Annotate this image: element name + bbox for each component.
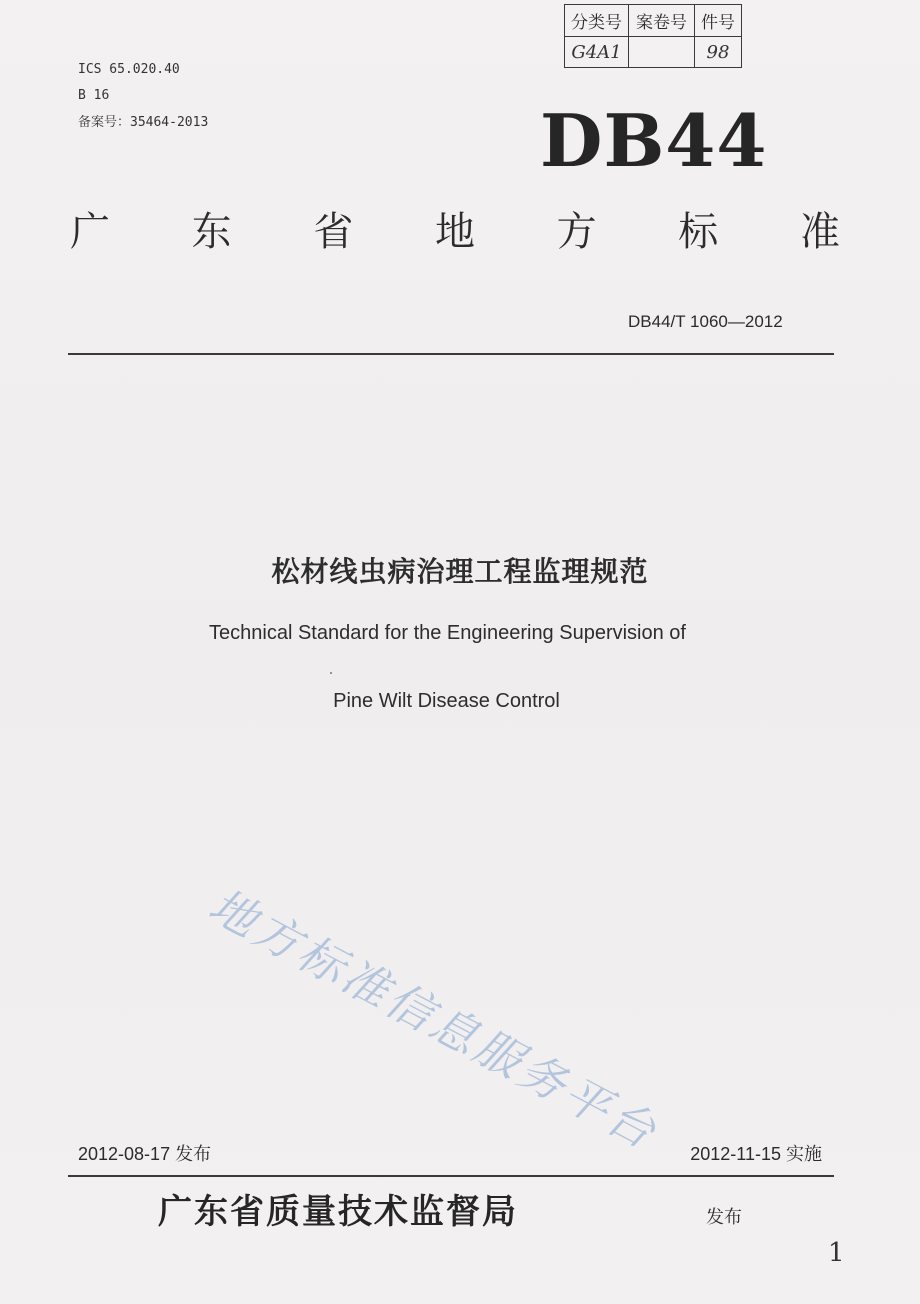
stamp-value-file-number xyxy=(629,37,695,68)
document-title-english-line1: Technical Standard for the Engineering Supervision of xyxy=(209,622,686,644)
header-divider xyxy=(68,353,834,355)
publish-label: 发布 xyxy=(706,1207,742,1228)
title-char: 标 xyxy=(678,209,719,255)
document-title-english-line2: Pine Wilt Disease Control xyxy=(333,690,560,712)
standard-type-title xyxy=(70,208,840,256)
category-code: B 16 xyxy=(78,88,110,103)
title-char: 准 xyxy=(799,209,840,255)
archive-stamp-table xyxy=(564,4,742,68)
document-title-chinese: 松材线虫病治理工程监理规范 xyxy=(271,555,649,588)
stamp-value-classification: G4A1 xyxy=(565,37,629,68)
record-number: 备案号：35464-2013 xyxy=(78,115,209,130)
stamp-value-item-number: 98 xyxy=(706,42,730,63)
title-char: 地 xyxy=(434,209,475,255)
title-char: 方 xyxy=(556,209,597,255)
title-char: 省 xyxy=(313,209,354,255)
footer-divider xyxy=(68,1175,834,1177)
ics-code: ICS 65.020.40 xyxy=(78,62,180,77)
standard-number: DB44/T 1060—2012 xyxy=(628,312,783,331)
standard-code-logo: DB44 xyxy=(540,98,768,183)
issue-date: 2012-08-17 发布 xyxy=(78,1144,212,1164)
implementation-date: 2012-11-15 实施 xyxy=(690,1144,822,1164)
stamp-header-classification: 分类号 xyxy=(565,5,629,36)
stamp-header-row xyxy=(565,5,741,36)
title-char: 东 xyxy=(191,209,232,255)
page-number: 1 xyxy=(828,1238,845,1268)
title-char: 广 xyxy=(70,209,110,255)
stamp-header-file-number: 案卷号 xyxy=(629,5,695,36)
scan-speck xyxy=(330,672,332,674)
stamp-header-item-number: 件号 xyxy=(701,13,735,33)
publisher-name: 广东省质量技术监督局 xyxy=(158,1192,518,1232)
stamp-value-row xyxy=(565,36,741,68)
watermark: 地方标准信息服务平台 xyxy=(200,877,668,1161)
